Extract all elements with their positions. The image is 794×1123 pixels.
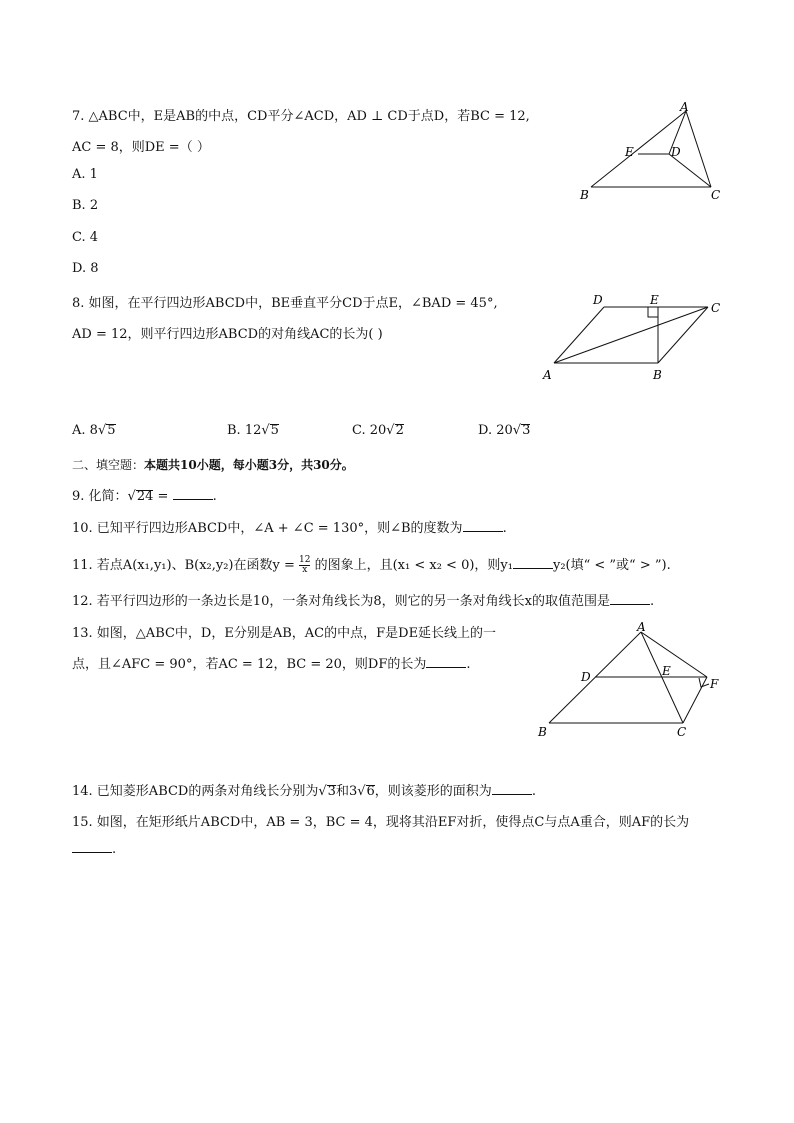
q13-answer-blank bbox=[426, 666, 466, 668]
q11-answer-blank bbox=[513, 567, 553, 569]
q14: 14. 已知菱形ABCD的两条对角线长分别为√3和3√6，则该菱形的面积为 . bbox=[72, 784, 536, 799]
q7-label-b: B bbox=[580, 188, 589, 202]
q13-label-e: E bbox=[662, 664, 671, 678]
q13-label-d: D bbox=[581, 670, 591, 684]
q8-stem-line2: AD = 12，则平行四边形ABCD的对角线AC的长为( ) bbox=[72, 327, 383, 342]
q13-label-b: B bbox=[538, 725, 547, 739]
q8-diagonal-ac bbox=[554, 307, 708, 363]
q14-answer-blank bbox=[492, 793, 532, 795]
q8-label-d: D bbox=[593, 293, 603, 307]
q8-parallelogram-figure bbox=[540, 290, 730, 385]
q8-side-cb bbox=[658, 307, 708, 363]
q7-label-c: C bbox=[711, 188, 721, 202]
q7-stem-line1: 7. △ABC中，E是AB的中点，CD平分∠ACD，AD ⊥ CD于点D，若BC = 12, bbox=[72, 109, 530, 124]
q9-answer-blank bbox=[173, 498, 213, 500]
q8-option-c: C. 20√2 bbox=[352, 423, 404, 438]
q12: 12. 若平行四边形的一条边长是10，一条对角线长为8，则它的另一条对角线长x的取值范围是 . bbox=[72, 594, 655, 609]
q8-option-b: B. 12√5 bbox=[227, 423, 279, 438]
q7-option-c: C. 4 bbox=[72, 230, 99, 245]
q7-triangle-figure bbox=[575, 100, 735, 210]
q7-option-a: A. 1 bbox=[72, 167, 98, 182]
q10-answer-blank bbox=[463, 530, 503, 532]
q13-triangle-figure bbox=[535, 620, 735, 745]
q7-label-a: A bbox=[680, 100, 689, 114]
q13-segment-fc bbox=[683, 677, 707, 723]
q7-option-d: D. 8 bbox=[72, 261, 99, 276]
q9: 9. 化简：√24 = . bbox=[72, 489, 217, 504]
q13-label-a: A bbox=[637, 620, 646, 634]
q12-answer-blank bbox=[610, 603, 650, 605]
q8-option-a: A. 8√5 bbox=[72, 423, 116, 438]
q8-option-d: D. 20√3 bbox=[478, 423, 531, 438]
q15-stem-line2: . bbox=[72, 842, 116, 857]
q8-side-ad bbox=[554, 307, 604, 363]
q8-label-e: E bbox=[650, 293, 659, 307]
q13-stem-line1: 13. 如图，△ABC中，D，E分别是AB，AC的中点，F是DE延长线上的一 bbox=[72, 626, 497, 641]
q11: 11. 若点A(x₁,y₁)、B(x₂,y₂)在函数y = $\frac{12}{x}$ 的图象上，且(x₁ < x₂ < 0)，则y₁ y₂(填“ < ”或“ > ”). bbox=[72, 555, 671, 575]
q7-label-e: E bbox=[625, 145, 634, 159]
section2-header: 二、填空题：本题共10小题，每小题3分，共30分。 bbox=[72, 458, 354, 472]
q7-label-d: D bbox=[671, 145, 681, 159]
q7-option-b: B. 2 bbox=[72, 198, 99, 213]
q8-label-b: B bbox=[653, 368, 662, 382]
q13-stem-line2: 点，且∠AFC = 90°，若AC = 12，BC = 20，则DF的长为 . bbox=[72, 657, 471, 672]
q15-answer-blank bbox=[72, 851, 112, 853]
q11-fraction: $\frac{12}{x}$ bbox=[299, 555, 311, 575]
q7-stem-line2: AC = 8，则DE =（ ） bbox=[72, 140, 210, 155]
q8-label-c: C bbox=[711, 301, 721, 315]
q13-label-c: C bbox=[677, 725, 687, 739]
q8-label-a: A bbox=[543, 368, 552, 382]
q15-stem-line1: 15. 如图，在矩形纸片ABCD中，AB = 3，BC = 4，现将其沿EF对折，使得点C与点A重合，则AF的长为 bbox=[72, 815, 690, 830]
q10: 10. 已知平行四边形ABCD中，∠A + ∠C = 130°，则∠B的度数为 . bbox=[72, 521, 507, 536]
q8-stem-line1: 8. 如图，在平行四边形ABCD中，BE垂直平分CD于点E，∠BAD = 45°, bbox=[72, 296, 498, 311]
q7-side-ac bbox=[686, 111, 711, 187]
q8-right-angle-mark bbox=[648, 307, 658, 317]
q13-label-f: F bbox=[710, 677, 719, 691]
